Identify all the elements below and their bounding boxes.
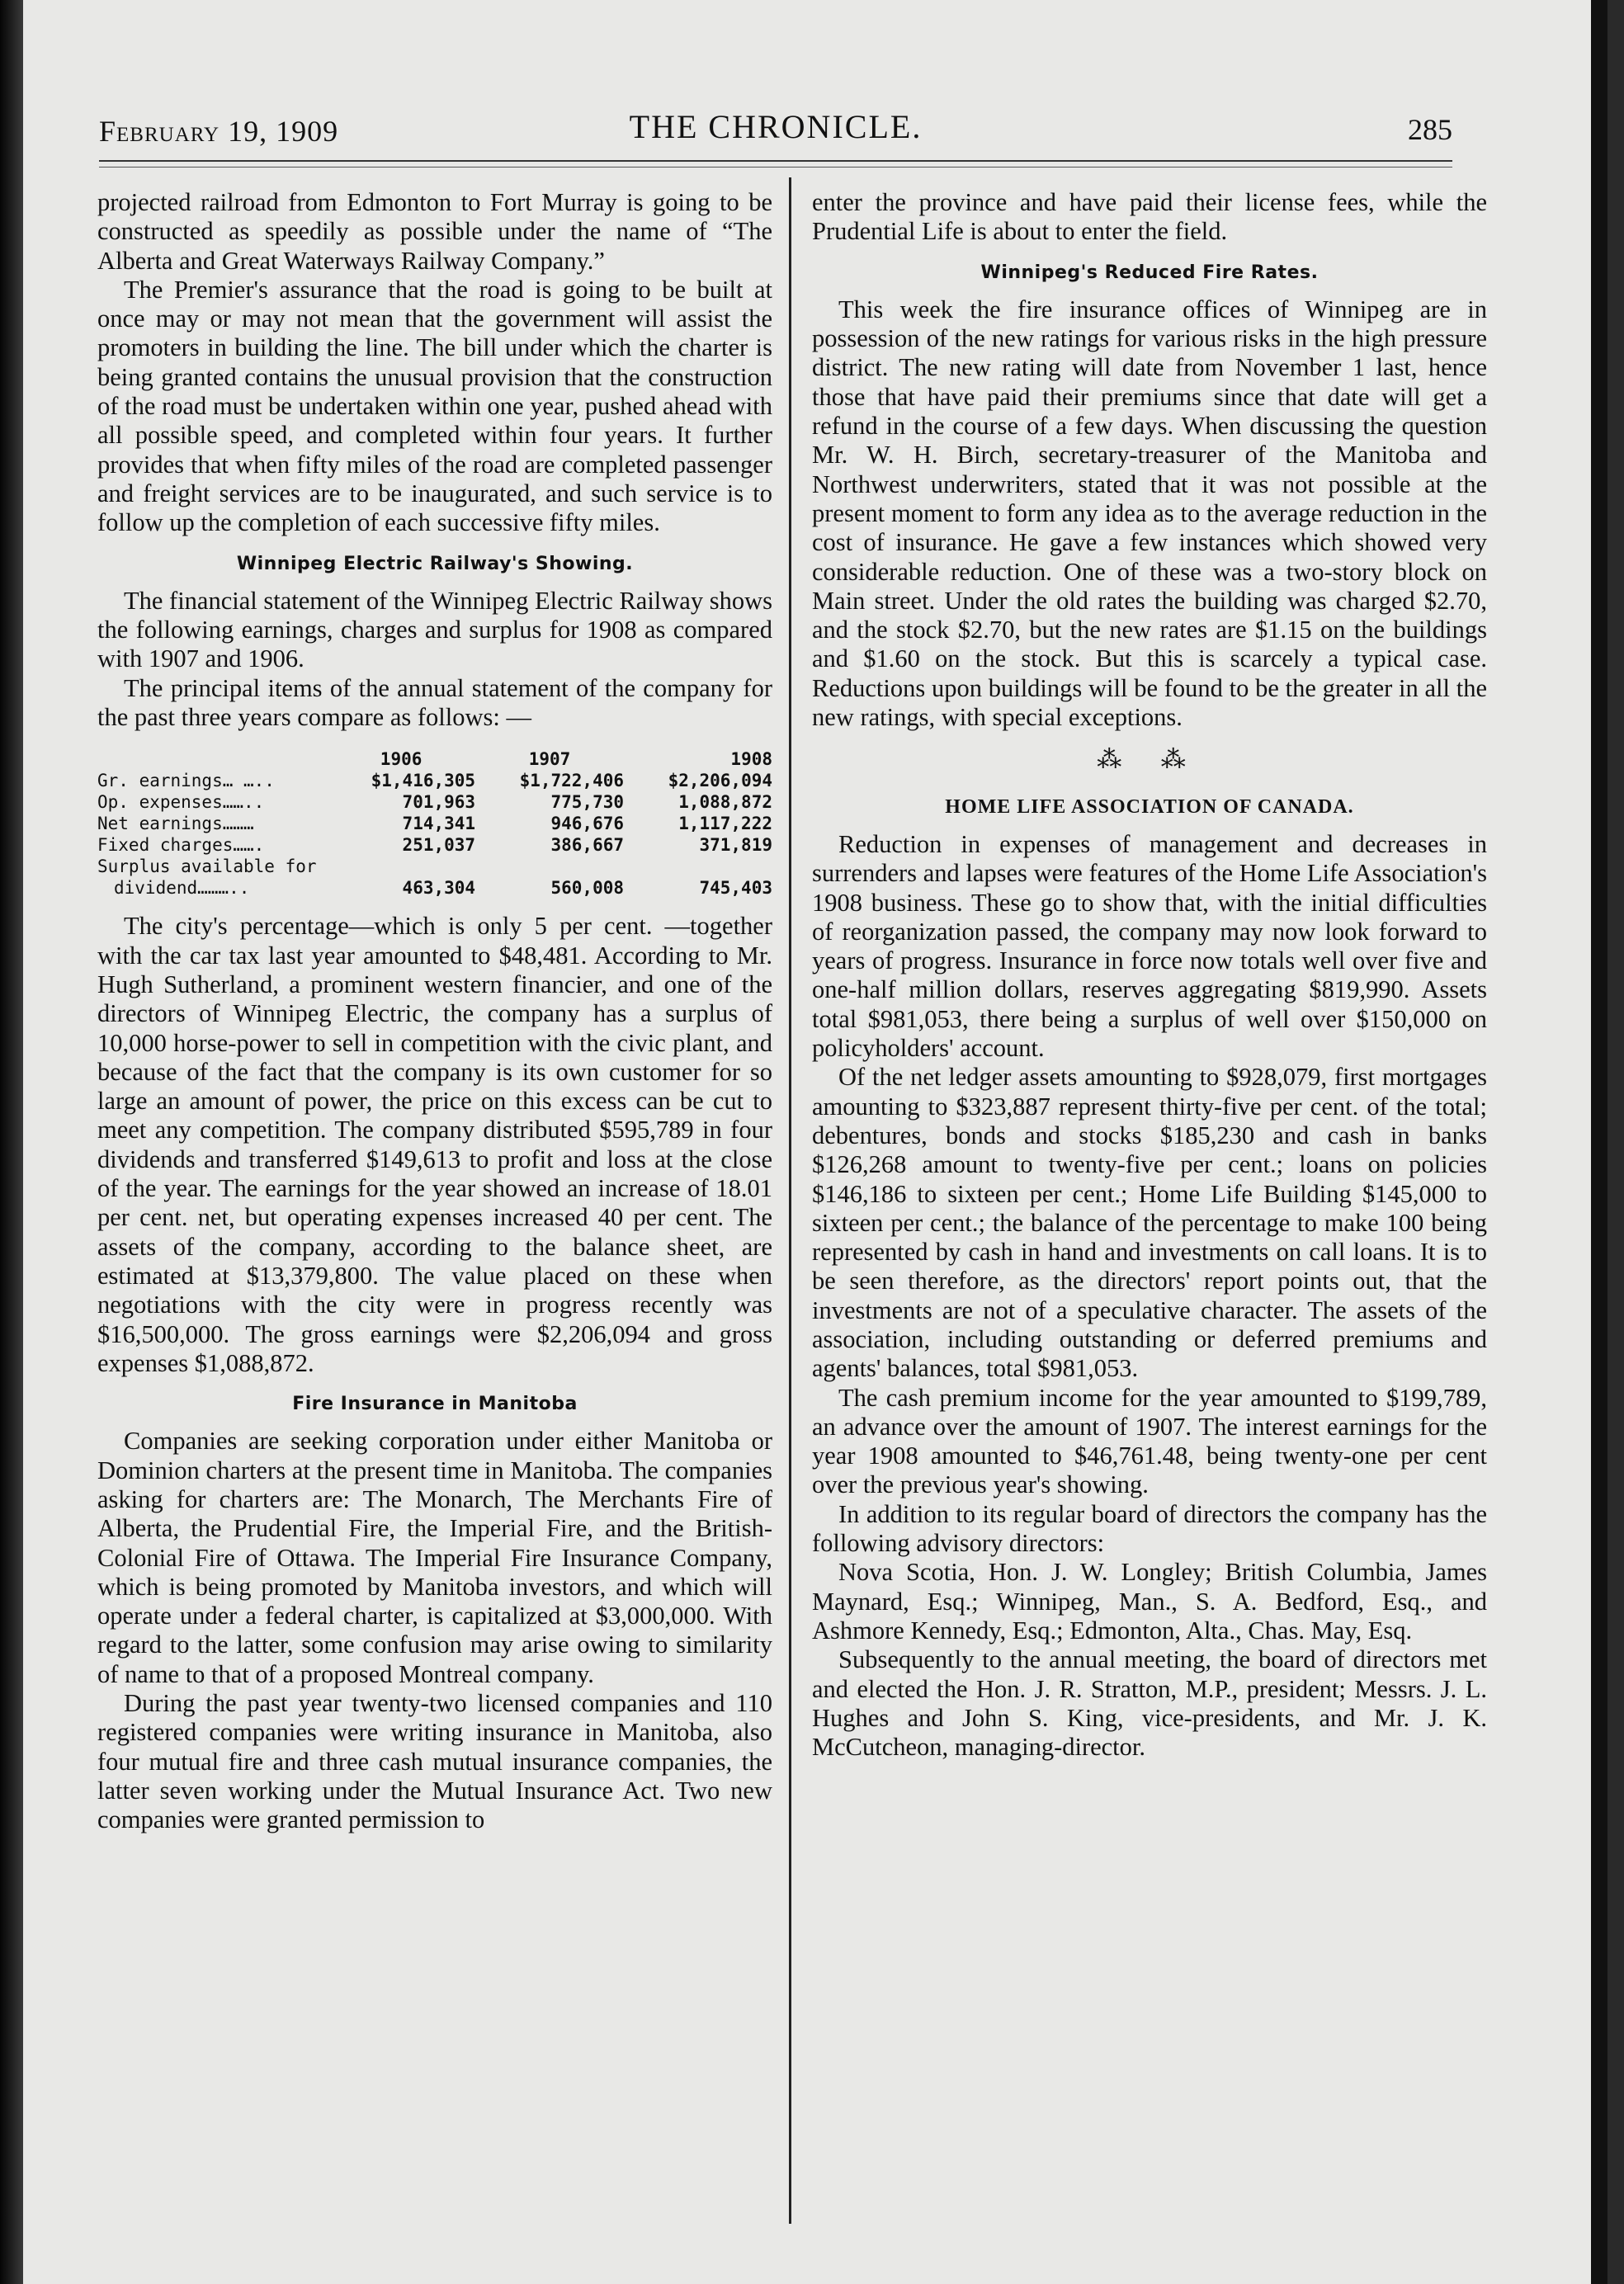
- page-right-edge: [1591, 0, 1607, 2284]
- column-divider: [789, 177, 791, 2224]
- year-header: 1908: [730, 749, 772, 770]
- table-header-row: [97, 748, 772, 770]
- header-rule: [99, 160, 1452, 162]
- paragraph: Of the net ledger assets amounting to $928,079, first mortgages amounting to $323,887 represent thirty-five per cent. of the total; debentures, bonds and stocks $185,230 and cash in banks $126,268 amount to twenty-five per cent.; loans on policies $146,186 to sixteen per cent.; Home Life Building $145,000 to sixteen per cent.; the balance of the percentage to make 100 being represented by cash in hand and investments on call loans. It is to be seen therefore, as the directors' report points out, that the investments are not of a speculative character. The assets of the association, including outstanding or deferred premiums and agents' balances, total $981,053.: [812, 1063, 1487, 1383]
- table-row: Op. expenses…….. 701,963 775,730 1,088,872: [97, 792, 772, 813]
- section-heading-fire-rates: Winnipeg's Reduced Fire Rates.: [980, 262, 1319, 283]
- table-row: Net earnings……… 714,341 946,676 1,117,222: [97, 814, 772, 834]
- binding-edge: [0, 0, 23, 2284]
- paragraph: projected railroad from Edmonton to Fort Murray is going to be constructed as speedily as possible under the name of “The Alberta and Great Waterways Railway Company.”: [97, 188, 772, 275]
- paragraph: The financial statement of the Winnipeg Electric Railway shows the following earnings, charges and surplus for 1908 as compared with 1907 and 1906.: [97, 586, 772, 673]
- table-row: dividend……….. 463,304 560,008 745,403: [114, 878, 772, 899]
- paragraph: enter the province and have paid their license fees, while the Prudential Life is about to enter the field.: [812, 188, 1487, 246]
- paragraph: In addition to its regular board of directors the company has the following advisory directors:: [812, 1499, 1487, 1558]
- section-heading-fire-insurance: Fire Insurance in Manitoba: [292, 1394, 578, 1415]
- paragraph: Subsequently to the annual meeting, the board of directors met and elected the Hon. J. R. Stratton, M.P., president; Messrs. J. L. Hughes and John S. King, vice-presidents, and Mr. J. K. McCutcheon, managing-director.: [812, 1645, 1487, 1762]
- paragraph: The principal items of the annual statement of the company for the past three years compare as follows: —: [97, 673, 772, 732]
- paragraph: Reduction in expenses of management and decreases in surrenders and lapses were features of the Home Life Association's 1908 business. These go to show that, with the initial difficulties of reorganization passed, the company may now look forward to years of progress. Insurance in force now totals well over five and one-half million dollars, reserves aggregating $819,990. Assets total $981,053, there being a surplus of well over $150,000 on policyholders' account.: [812, 829, 1487, 1063]
- section-heading-railway: Winnipeg Electric Railway's Showing.: [236, 553, 634, 574]
- publication-title: THE CHRONICLE.: [629, 108, 923, 145]
- table-row: Fixed charges……. 251,037 386,667 371,819: [97, 835, 772, 856]
- earnings-table: [97, 748, 772, 899]
- ornament-icon: ⁂ ⁂: [1097, 746, 1202, 774]
- page-number: 285: [1408, 113, 1452, 146]
- right-column: [812, 188, 1487, 1762]
- running-header: [99, 106, 1452, 147]
- header-rule-thin: [99, 167, 1452, 168]
- paragraph: The Premier's assurance that the road is going to be built at once may or may not mean that the government will assist the promoters in building the line. The bill under which the charter is being granted contains the unusual provision that the construction of the road must be undertaken within one year, pushed ahead with all possible speed, and completed within four years. It further provides that when fifty miles of the road are completed passenger and freight services are to be inaugurated, and such service is to follow up the completion of each successive fifty miles.: [97, 275, 772, 537]
- year-header: 1907: [528, 749, 571, 770]
- section-heading-home-life: HOME LIFE ASSOCIATION OF CANADA.: [945, 795, 1354, 818]
- paragraph: The cash premium income for the year amounted to $199,789, an advance over the amount of 1907. The interest earnings for the year 1908 amounted to $46,761.48, being twenty-one per cent over the previous year's showing.: [812, 1383, 1487, 1499]
- paragraph: The city's percentage—which is only 5 per cent. —together with the car tax last year amounted to $48,481. According to Mr. Hugh Sutherland, a prominent western financier, and one of the directors of Winnipeg Electric, the company has a surplus of 10,000 horse-power to sell in competition with the civic plant, and because of the fact that the company is its own customer for so large an amount of power, the price on this excess can be cut to meet any competition. The company distributed $595,789 in four dividends and transferred $149,613 to profit and loss at the close of the year. The earnings for the year showed an increase of 18.01 per cent. net, but operating expenses increased 40 per cent. The assets of the company, according to the balance sheet, are estimated at $13,379,800. The value placed on these when negotiations with the city were in progress recently was $16,500,000. The gross earnings were $2,206,094 and gross expenses $1,088,872.: [97, 912, 772, 1377]
- paragraph: During the past year twenty-two licensed companies and 110 registered companies were writing insurance in Manitoba, also four mutual fire and three cash mutual insurance companies, the latter seven working under the Mutual Insurance Act. Two new companies were granted permission to: [97, 1689, 772, 1834]
- issue-date: February 19, 1909: [99, 115, 339, 148]
- table-row: Surplus available for: [97, 856, 317, 877]
- left-column: [97, 188, 772, 1835]
- paragraph: Nova Scotia, Hon. J. W. Longley; British Columbia, James Maynard, Esq.; Winnipeg, Man., S. A. Bedford, Esq., and Ashmore Kennedy, Esq.; Edmonton, Alta., Chas. May, Esq.: [812, 1558, 1487, 1645]
- year-header: 1906: [380, 749, 423, 770]
- paragraph: Companies are seeking corporation under either Manitoba or Dominion charters at the present time in Manitoba. The companies asking for charters are: The Monarch, The Merchants Fire of Alberta, the Prudential Fire, the Imperial Fire, and the British-Colonial Fire of Ottawa. The Imperial Fire Insurance Company, which is being promoted by Manitoba investors, and which will operate under a federal charter, is capitalized at $3,000,000. With regard to the latter, some confusion may arise owing to similarity of name to that of a proposed Montreal company.: [97, 1427, 772, 1688]
- table-row: Gr. earnings… ….. $1,416,305 $1,722,406 $2,206,094: [97, 771, 772, 791]
- paragraph: This week the fire insurance offices of Winnipeg are in possession of the new ratings for various risks in the high pressure district. The new rating will date from November 1 last, hence those that have paid their premiums since that date will get a refund in the course of a few days. When discussing the question Mr. W. H. Birch, secretary-treasurer of the Manitoba and Northwest underwriters, stated that it was not possible at the present moment to form any idea as to the average reduction in the cost of insurance. He gave a few instances which showed very considerable reduction. One of these was a two-story block on Main street. Under the old rates the building was charged $2.70, and the stock $2.70, but the new rates are $1.15 on the buildings and $1.60 on the stock. But this is scarcely a typical case. Reductions upon buildings will be found to be the greater in all the new ratings, with special exceptions.: [812, 295, 1487, 732]
